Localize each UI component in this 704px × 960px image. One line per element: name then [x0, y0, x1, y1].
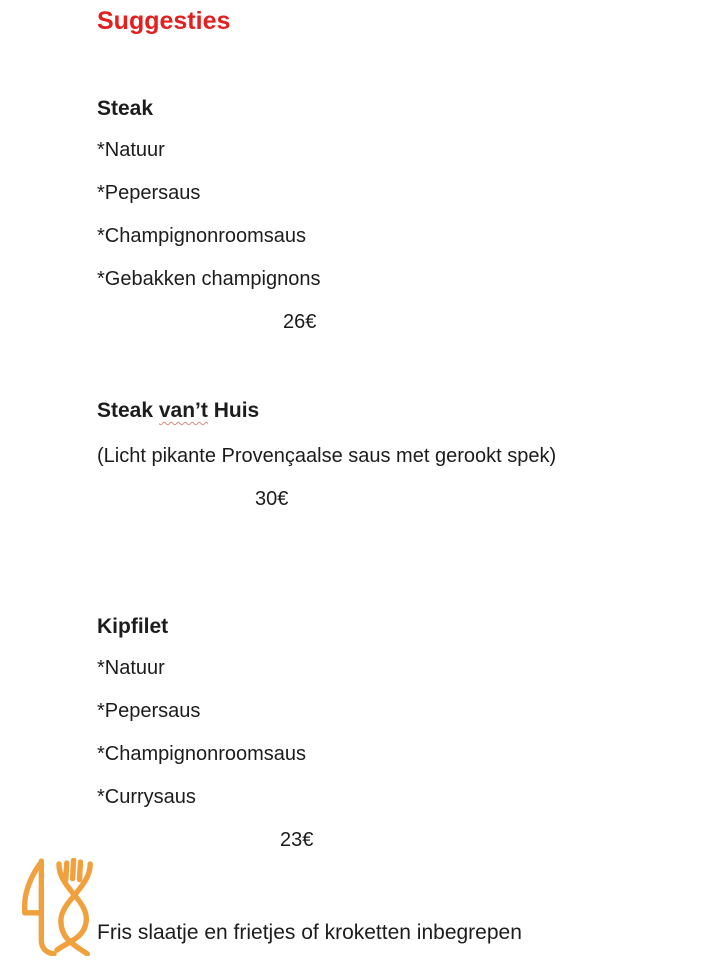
price: 26€ — [283, 311, 317, 333]
heading-part: Huis — [207, 399, 260, 422]
fork-tine — [73, 860, 74, 879]
section-kipfilet — [97, 614, 313, 851]
footer-note: Fris slaatje en frietjes of kroketten inbegrepen — [97, 921, 522, 944]
heading-part: Steak — [97, 399, 159, 422]
section-heading: Steak — [97, 97, 154, 120]
section-steak — [97, 96, 320, 333]
menu-item: *Champignonroomsaus — [97, 225, 307, 247]
cutlery-logo-icon — [12, 858, 100, 956]
menu-item: *Pepersaus — [97, 182, 201, 204]
heading-part-spellcheck: van’t — [158, 399, 208, 422]
dish-description: (Licht pikante Provençaalse saus met gerookt spek) — [97, 445, 557, 467]
price: 23€ — [280, 829, 314, 851]
price: 30€ — [255, 488, 289, 510]
fork-tine — [79, 862, 80, 880]
menu-item: *Pepersaus — [97, 700, 201, 722]
section-steak-vant-huis — [97, 398, 556, 510]
knife-handle — [41, 861, 54, 954]
menu-item: *Natuur — [97, 657, 165, 679]
fork-tine — [66, 863, 67, 880]
menu-item: *Natuur — [97, 139, 165, 161]
section-heading — [97, 398, 556, 424]
menu-item: *Currysaus — [97, 786, 196, 808]
menu-item: *Champignonroomsaus — [97, 743, 307, 765]
menu-item: *Gebakken champignons — [97, 268, 321, 290]
section-heading: Kipfilet — [97, 615, 169, 638]
page-title: Suggesties — [97, 7, 231, 35]
